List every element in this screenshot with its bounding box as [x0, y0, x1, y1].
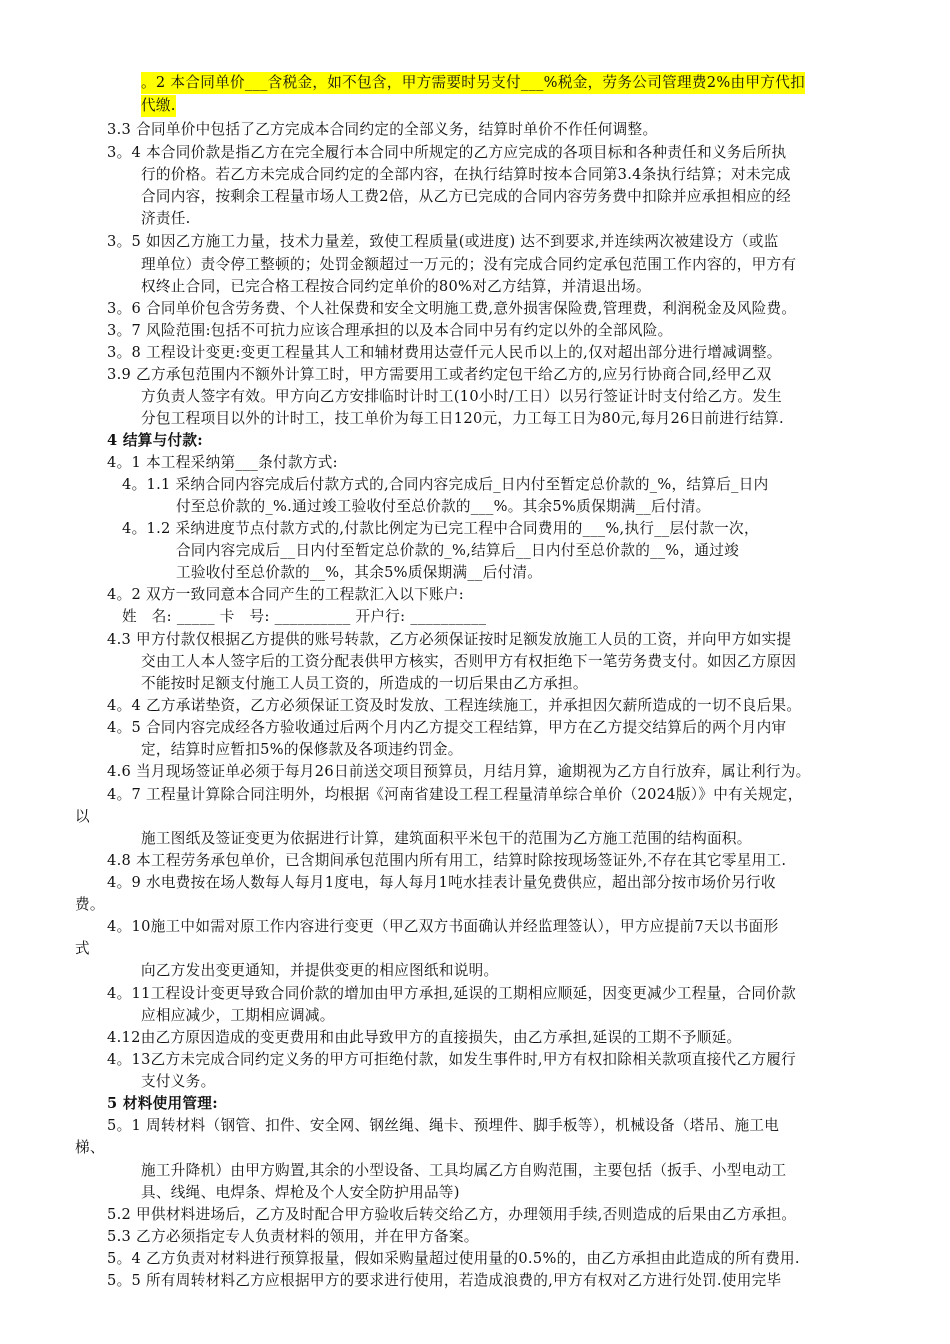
clause-3-4-line3: 合同内容，按剩余工程量市场人工费2倍，从乙方已完成的合同内容劳务费中扣除并应承担相应的经 [141, 188, 792, 205]
clause-5-3: 5.3 乙方必须指定专人负责材料的领用，并在甲方备案。 [107, 1228, 479, 1245]
clause-3-8: 3。8 工程设计变更:变更工程量其人工和辅材费用达壹仟元人民币以上的,仅对超出部分进行增减调整。 [107, 344, 782, 361]
clause-4-1-2-line3: 工验收付至总价款的__%，其余5%质保期满__后付清。 [176, 564, 543, 581]
clause-4-10-line2: 向乙方发出变更通知，并提供变更的相应图纸和说明。 [141, 962, 499, 979]
clause-4-3-line1: 4.3 甲方付款仅根据乙方提供的账号转款，乙方必须保证按时足额发放施工人员的工资，并向甲方如实提 [107, 631, 792, 648]
clause-3-4-line2: 行的价格。若乙方未完成合同约定的全部内容，在执行结算时按本合同第3.4条执行结算；对未完成 [141, 166, 791, 183]
clause-4-1: 4。1 本工程采纳第___条付款方式: [107, 454, 338, 471]
clause-4-1-2-line2: 合同内容完成后__日内付至暂定总价款的_%,结算后__日内付至总价款的__%，通过竣 [176, 542, 740, 559]
clause-4-1-1-line2: 付至总价款的_%.通过竣工验收付至总价款的___%。其余5%质保期满__后付清。 [176, 498, 711, 515]
clause-5-1-line3: 具、线绳、电焊条、焊枪及个人安全防护用品等) [141, 1184, 460, 1201]
clause-3-2-line2: 代缴. [141, 95, 176, 117]
clause-4-7-line2: 施工图纸及签证变更为依据进行计算，建筑面积平米包干的范围为乙方施工范围的结构面积。 [141, 830, 752, 847]
clause-5-2: 5.2 甲供材料进场后，乙方及时配合甲方验收后转交给乙方，办理领用手续,否则造成的后果由乙方承担。 [107, 1206, 797, 1223]
clause-3-4-line1: 3。4 本合同价款是指乙方在完全履行本合同中所规定的乙方应完成的各项目标和各种责任和义务后所执 [107, 144, 787, 161]
clause-3-4-line4: 济责任. [141, 210, 191, 227]
clause-4-3-line2: 交由工人本人签字后的工资分配表供甲方核实，否则甲方有权拒绝下一笔劳务费支付。如因乙方原因 [141, 653, 797, 670]
section-5-heading: 5 材料使用管理: [107, 1095, 218, 1112]
clause-5-4: 5。4 乙方负责对材料进行预算报量，假如采购量超过使用量的0.5%的，由乙方承担由此造成的所有费用. [107, 1250, 800, 1267]
clause-4-5-line2: 定，结算时应暂扣5%的保修款及各项违约罚金。 [141, 741, 463, 758]
clause-3-3: 3.3 合同单价中包括了乙方完成本合同约定的全部义务，结算时单价不作任何调整。 [107, 121, 658, 138]
clause-5-1-line1: 5。1 周转材料（钢管、扣件、安全网、钢丝绳、绳卡、预埋件、脚手板等），机械设备（塔吊、施工电 [107, 1117, 780, 1134]
clause-4-9-wrap: 费。 [75, 896, 105, 913]
account-fields: 姓 名: _____ 卡 号: __________ 开户行: __________ [122, 608, 487, 625]
clause-4-9-line1: 4。9 水电费按在场人数每人每月1度电，每人每月1吨水挂表计量免费供应，超出部分按市场价另行收 [107, 874, 776, 891]
clause-4-10-line1: 4。10施工中如需对原工作内容进行变更（甲乙双方书面确认并经监理签认），甲方应提前7天以书面形 [107, 918, 779, 935]
clause-4-1-2-line1: 4。1.2 采纳进度节点付款方式的,付款比例定为已完工程中合同费用的___%,执行__层付款一次， [122, 520, 759, 537]
clause-4-1-1-line1: 4。1.1 采纳合同内容完成后付款方式的,合同内容完成后_日内付至暂定总价款的_%，结算后_日内 [122, 476, 769, 493]
clause-3-9-line2: 方负责人签字有效。甲方向乙方安排临时计时工(10小时/工日）以另行签证计时支付给乙方。发生 [141, 388, 783, 405]
clause-4-4: 4。4 乙方承诺垫资，乙方必须保证工资及时发放、工程连续施工，并承担因欠薪所造成的一切不良后果。 [107, 697, 802, 714]
clause-4-7-line1: 4。7 工程量计算除合同注明外，均根据《河南省建设工程工程量清单综合单价（2024版）》中有关规定， [107, 786, 803, 803]
clause-3-6: 3。6 合同单价包含劳务费、个人社保费和安全文明施工费,意外损害保险费,管理费，利润税金及风险费。 [107, 300, 797, 317]
clause-3-9-line1: 3.9 乙方承包范围内不额外计算工时，甲方需要用工或者约定包干给乙方的,应另行协商合同,经甲乙双 [107, 366, 772, 383]
clause-3-5-line2: 理单位）责令停工整顿的；处罚金额超过一万元的；没有完成合同约定承包范围工作内容的，甲方有 [141, 256, 797, 273]
clause-3-5-line3: 权终止合同，已完合格工程按合同约定单价的80%对乙方结算，并清退出场。 [141, 278, 651, 295]
clause-4-5-line1: 4。5 合同内容完成经各方验收通过后两个月内乙方提交工程结算，甲方在乙方提交结算后的两个月内审 [107, 719, 787, 736]
clause-3-9-line3: 分包工程项目以外的计时工，技工单价为每工日120元，力工每工日为80元,每月26日前进行结算. [141, 410, 784, 427]
clause-4-13-line1: 4。13乙方未完成合同约定义务的甲方可拒绝付款，如发生事件时,甲方有权扣除相关款项直接代乙方履行 [107, 1051, 797, 1068]
clause-5-1-line2: 施工升降机）由甲方购置,其余的小型设备、工具均属乙方自购范围，主要包括（扳手、小型电动工 [141, 1162, 787, 1179]
clause-4-13-line2: 支付义务。 [141, 1073, 216, 1090]
clause-3-5-line1: 3。5 如因乙方施工力量，技术力量差，致使工程质量(或进度) 达不到要求,并连续两次被建设方（或监 [107, 233, 779, 250]
clause-3-7: 3。7 风险范围:包括不可抗力应该合理承担的以及本合同中另有约定以外的全部风险。 [107, 322, 673, 339]
section-4-heading: 4 结算与付款: [107, 432, 203, 449]
clause-5-5: 5。5 所有周转材料乙方应根据甲方的要求进行使用，若造成浪费的,甲方有权对乙方进行处罚.使用完毕 [107, 1272, 782, 1289]
clause-5-1-wrap: 梯、 [75, 1139, 105, 1156]
clause-4-6: 4.6 当月现场签证单必须于每月26日前送交项目预算员，月结月算，逾期视为乙方自行放弃，属让利行为。 [107, 763, 811, 780]
clause-4-2: 4。2 双方一致同意本合同产生的工程款汇入以下账户: [107, 586, 464, 603]
clause-4-7-wrap: 以 [75, 808, 90, 825]
clause-4-10-wrap: 式 [75, 940, 90, 957]
clause-3-2-line1: 。2 本合同单价___含税金，如不包含，甲方需要时另支付___%税金，劳务公司管理费2%由甲方代扣 [141, 72, 805, 94]
clause-4-11-line2: 应相应减少，工期相应调减。 [141, 1007, 335, 1024]
clause-4-12: 4.12由乙方原因造成的变更费用和由此导致甲方的直接损失，由乙方承担,延误的工期不予顺延。 [107, 1029, 742, 1046]
clause-4-3-line3: 不能按时足额支付施工人员工资的，所造成的一切后果由乙方承担。 [141, 675, 588, 692]
clause-4-8: 4.8 本工程劳务承包单价，已含期间承包范围内所有用工，结算时除按现场签证外,不存在其它零星用工. [107, 852, 787, 869]
clause-4-11-line1: 4。11工程设计变更导致合同价款的增加由甲方承担,延误的工期相应顺延，因变更减少工程量，合同价款 [107, 985, 797, 1002]
